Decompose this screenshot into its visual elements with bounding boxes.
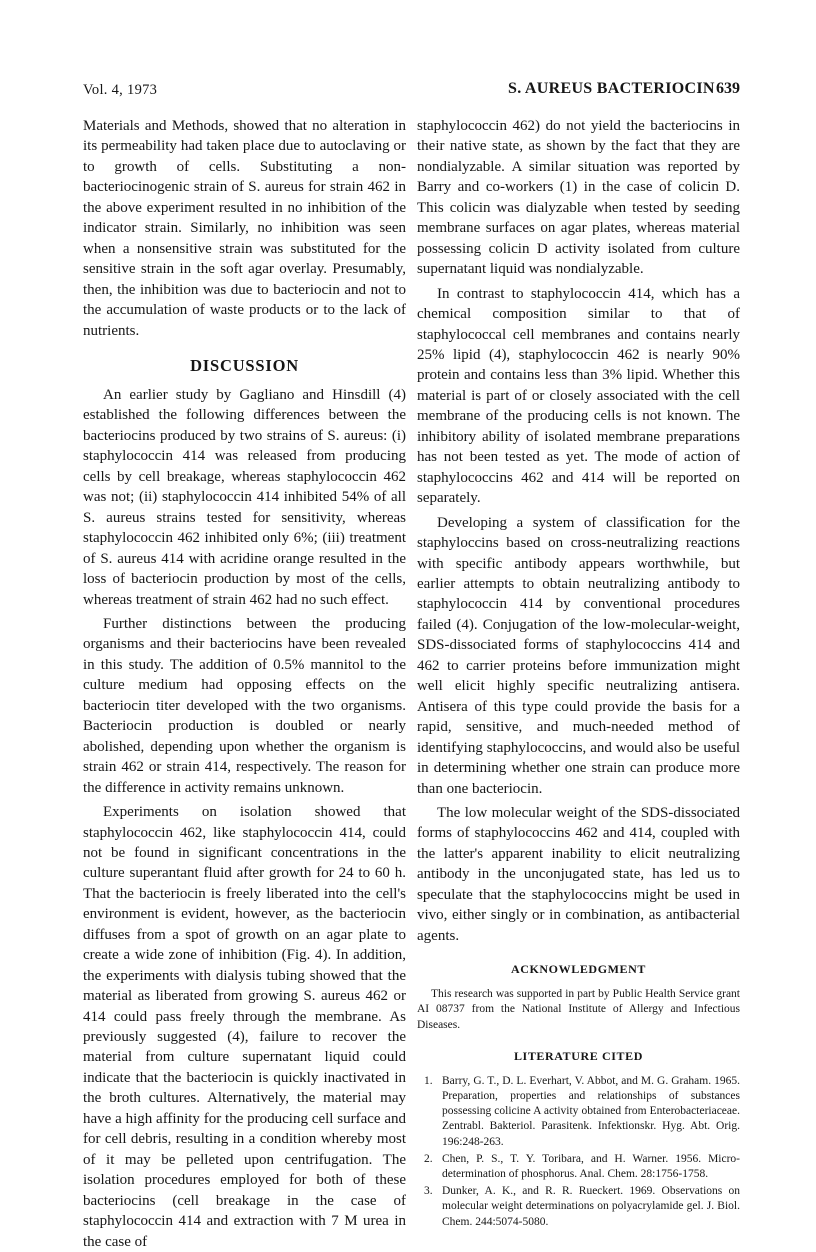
body-paragraph: Further distinctions between the producing organisms and their bacteriocins have been revealed in this study. The addition of 0.5% mannitol to the culture medium had opposing effects on the bacteriocin titer developed with the two organisms. Bacteriocin production is doubled or nearly abolished, depending upon whether the organism is strain 462 or strain 414, respectively. The reason for the difference in activity remains unknown. <box>83 615 406 796</box>
body-paragraph: The low molecular weight of the SDS-dissociated forms of staphylococcins 462 and 414, coupled with the latter's apparent inability to elicit neutralizing antibody in the unconjugated state, has led us to speculate that the staphylococcins might be used in vivo, either singly or in combination, as antibacterial agents. <box>417 804 740 944</box>
body-paragraph: Developing a system of classification for the staphyloccins based on cross-neutralizing reactions with specific antibody appears worthwhile, but earlier attempts to obtain neutralizing antibody to staphylococcin 414 by conventional procedures failed (4). Conjugation of the low-molecular-weight, SDS-dissociated forms of staphylococcins 414 and 462 to carrier proteins before immunization might well elicit highly specific neutralizing antisera. Antisera of this type could provide the basis for a rapid, sensitive, and much-needed method of identifying staphylococcins, and would also be useful in determining whether one strain can produce more than one bacteriocin. <box>417 514 740 797</box>
body-paragraph: An earlier study by Gagliano and Hinsdill (4) established the following differences between the bacteriocins produced by two strains of S. aureus: (i) staphylococcin 414 was released from producing cells by cell breakage, whereas staphylococcin 462 was not; (ii) staphylococcin 414 inhibited 54% of all S. aureus strains tested for sensitivity, whereas staphylococcin 462 inhibited only 6%; (iii) treatment of S. aureus 414 with acridine orange resulted in the loss of bacteriocin production by most of the cells, whereas treatment of strain 462 had no such effect. <box>83 386 406 608</box>
body-paragraph: In contrast to staphylococcin 414, which has a chemical composition similar to that of staphylococcal cell membranes and contains nearly 25% lipid (4), staphylococcin 462 is nearly 90% protein and contains less than 3% lipid. Whether this material is part of or closely associated with the cell membrane of the producing cells is not known. The inhibitory ability of isolated membrane preparations has not been tested as yet. The mode of action of staphylococcins 462 and 414 will be reported on separately. <box>417 285 740 507</box>
running-header-volume: Vol. 4, 1973 <box>83 82 158 98</box>
reference-text: Barry, G. T., D. L. Everhart, V. Abbot, and M. G. Graham. 1965. Preparation, properties and relationships of substances possessing colicine A activity obtained from Enterobacteriaceae. Zentrabl. Bakteriol. Parasitenk. Infektionskr. Hyg. Abt. Orig. 196:248-263. <box>442 1074 740 1148</box>
running-header-title: S. AUREUS BACTERIOCIN <box>508 80 715 97</box>
reference-text: Dunker, A. K., and R. R. Rueckert. 1969. Observations on molecular weight determinations on polyacrylamide gel. J. Biol. Chem. 244:5074-5080. <box>442 1185 740 1228</box>
reference-text: Chen, P. S., T. Y. Toribara, and H. Warner. 1956. Micro-determination of phosphorus. Anal. Chem. 28:1756-1758. <box>442 1152 740 1180</box>
reference-item <box>417 1152 740 1182</box>
body-paragraph: Materials and Methods, showed that no alteration in its permeability had taken place due to autoclaving or to growth of cells. Substituting a non-bacteriocinogenic strain of S. aureus for strain 462 in the above experiment resulted in no inhibition of the indicator strain. Similarly, no inhibition was seen when a nonsensitive strain was substituted for the sensitive strain in the soft agar overlay. Presumably, then, the inhibition was due to bacteriocin and not to the accumulation of waste products or to the lack of nutrients. <box>83 118 406 339</box>
right-column <box>417 116 740 1232</box>
reference-number: 1. <box>424 1074 433 1087</box>
literature-cited-heading: LITERATURE CITED <box>513 1048 644 1063</box>
acknowledgment-text: This research was supported in part by Public Health Service grant AI 08737 from the National Institute of Allergy and Infectious Diseases. <box>417 988 740 1031</box>
left-column <box>83 116 406 1252</box>
reference-list <box>417 1074 740 1230</box>
page-number: 639 <box>716 80 740 97</box>
reference-number: 2. <box>424 1152 433 1165</box>
discussion-heading: DISCUSSION <box>190 355 299 375</box>
reference-number: 3. <box>424 1185 433 1198</box>
body-paragraph: Experiments on isolation showed that staphylococcin 462, like staphylococcin 414, could not be found in significant concentrations in the culture superantant fluid after growth for 24 to 60 h. That the bacteriocin is freely liberated into the cell's environment is evident, however, as the bacteriocin diffuses from a spot of growth on an agar plate to create a wide zone of inhibition (Fig. 4). In addition, the experiments with dialysis tubing showed that the material as liberated from growing S. aureus 462 or 414 could pass freely through the membrane. As previously suggested (4), failure to recover the material from culture supernatant liquid could indicate that the bacteriocin is quickly inactivated in the broth cultures. Alternatively, the material may have a high affinity for the producing cell surface and for cell debris, resulting in a condition whereby most of it may be pelleted upon centrifugation. The isolation procedures employed for both of these bacteriocins (cell breakage in the case of staphylococcin 414 and extraction with 7 M urea in the case of <box>83 804 406 1250</box>
reference-item <box>417 1074 740 1150</box>
body-paragraph: staphylococcin 462) do not yield the bacteriocins in their native state, as shown by the fact that they are nondialyzable. A similar situation was reported by Barry and co-workers (1) in the case of colicin D. This colicin was dialyzable when tested by seeding membrane surfaces on agar plates, whereas material possessing colicin D activity isolated from culture supernatant liquid was nondialyzable. <box>417 118 740 278</box>
acknowledgment-heading: ACKNOWLEDGMENT <box>510 962 647 977</box>
